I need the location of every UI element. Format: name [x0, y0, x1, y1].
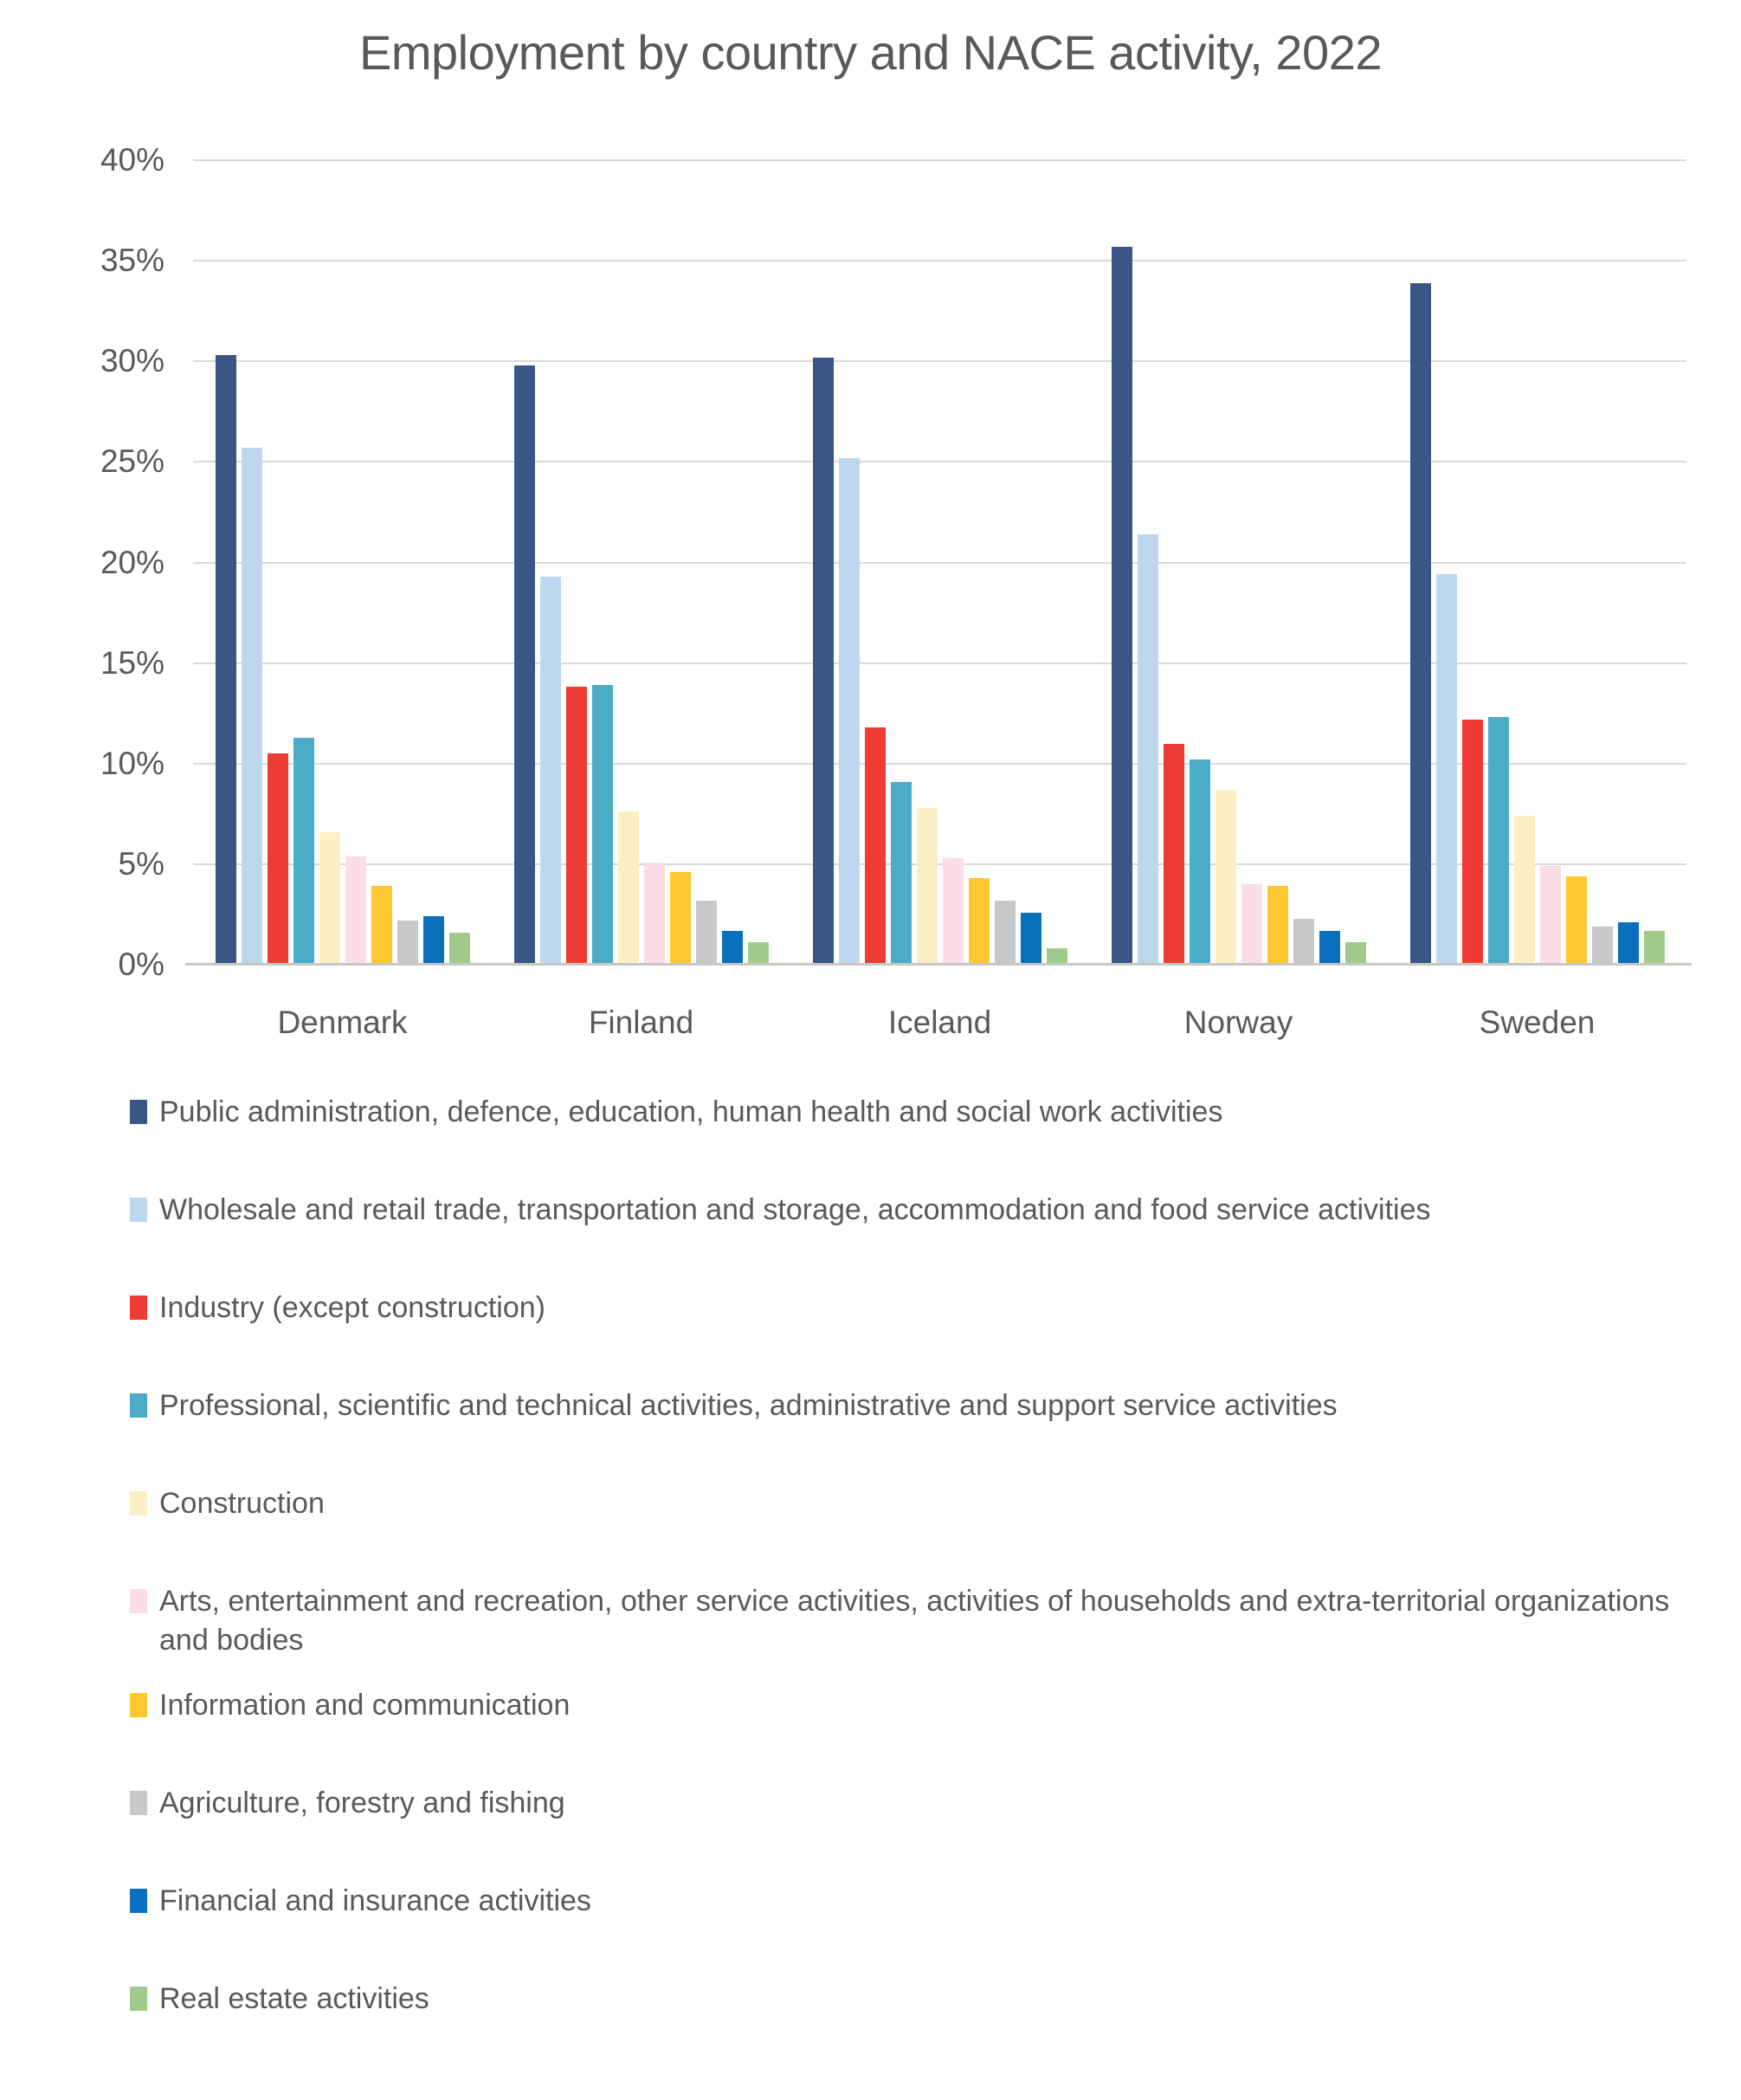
bar [1410, 283, 1431, 965]
legend-item [130, 1980, 1706, 2019]
legend-item [130, 1484, 1706, 1523]
legend-item [130, 1386, 1706, 1425]
bar-group-denmark [193, 355, 492, 965]
bar [1345, 942, 1366, 965]
bar [1319, 931, 1340, 965]
bar [216, 355, 236, 965]
y-axis-label: 35% [100, 242, 164, 279]
bar [1164, 744, 1184, 965]
x-axis-line [185, 963, 1692, 966]
bar [1592, 927, 1613, 965]
legend-label: Wholesale and retail trade, transportation and storage, accommodation and food service activities [159, 1193, 1431, 1226]
legend-label: Public administration, defence, education, human health and social work activities [159, 1095, 1223, 1128]
bar [1293, 919, 1314, 965]
y-axis-label: 0% [118, 947, 164, 982]
gridline [193, 159, 1686, 161]
legend-swatch [130, 1693, 147, 1717]
legend-item [130, 1784, 1706, 1823]
legend-swatch [130, 1791, 147, 1815]
bar [371, 886, 392, 965]
legend-item [130, 1191, 1706, 1230]
legend-label: Professional, scientific and technical activities, administrative and support service activities [159, 1389, 1338, 1422]
bar [1462, 720, 1483, 965]
bar [566, 687, 587, 965]
gridline [193, 260, 1686, 262]
y-axis-label: 25% [100, 443, 164, 480]
y-axis-label: 20% [100, 544, 164, 580]
bar-group-norway [1089, 247, 1388, 965]
legend-label: Arts, entertainment and recreation, other service activities, activities of households and extra-territorial organizations and bodies [159, 1585, 1670, 1657]
bar [696, 901, 717, 965]
y-axis-label: 15% [100, 644, 164, 681]
bar [618, 811, 639, 965]
legend-item [130, 1686, 1706, 1725]
x-axis-label: Norway [1183, 1005, 1293, 1040]
bar [1488, 717, 1509, 965]
bar [748, 942, 769, 965]
bar [995, 901, 1016, 965]
bar [242, 448, 262, 965]
bar-group-iceland [790, 358, 1089, 965]
bar-group-finland [492, 365, 790, 965]
legend-swatch [130, 1393, 147, 1418]
bar [268, 753, 288, 965]
bar [1644, 931, 1665, 965]
bar [293, 738, 314, 965]
bar [813, 358, 834, 965]
bar [722, 931, 743, 965]
x-axis-label: Finland [588, 1005, 694, 1040]
legend-swatch [130, 1198, 147, 1222]
legend [130, 1093, 1706, 2077]
legend-label: Industry (except construction) [159, 1291, 545, 1324]
legend-swatch [130, 1987, 147, 2011]
bar [1215, 790, 1236, 965]
bar [1566, 876, 1587, 965]
chart-title: Employment by country and NACE activity, 2022 [358, 25, 1382, 80]
legend-item [130, 1289, 1706, 1328]
bar [1021, 913, 1041, 965]
bar-group-sweden [1388, 283, 1686, 965]
legend-item [130, 1582, 1706, 1660]
bar [423, 916, 444, 965]
bar [1436, 574, 1457, 965]
legend-swatch [130, 1491, 147, 1515]
bar [891, 782, 912, 965]
bar [1190, 759, 1210, 965]
legend-label: Construction [159, 1487, 325, 1520]
bar [969, 878, 990, 965]
legend-label: Information and communication [159, 1689, 571, 1722]
bar [644, 863, 665, 965]
bar [1540, 866, 1561, 965]
legend-label: Real estate activities [159, 1982, 429, 2015]
bar [319, 832, 340, 965]
bar [943, 858, 964, 965]
x-axis-label: Denmark [277, 1005, 408, 1040]
bar [1514, 816, 1535, 965]
bar [1112, 247, 1132, 965]
x-axis-label: Sweden [1479, 1005, 1596, 1040]
y-axis-label: 10% [100, 745, 164, 781]
y-axis-label: 5% [118, 845, 164, 882]
legend-swatch [130, 1889, 147, 1913]
bar [670, 872, 691, 965]
bar [1618, 922, 1639, 965]
legend-label: Agriculture, forestry and fishing [159, 1787, 565, 1819]
bar [540, 577, 561, 965]
bar [397, 921, 418, 965]
bar [592, 685, 613, 965]
bar [1241, 884, 1262, 965]
bar [514, 365, 535, 965]
legend-swatch [130, 1589, 147, 1613]
legend-item [130, 1093, 1706, 1132]
legend-item [130, 1882, 1706, 1921]
legend-swatch [130, 1296, 147, 1320]
y-axis-label: 30% [100, 343, 164, 379]
x-axis-label: Iceland [887, 1005, 992, 1040]
bar [449, 933, 470, 965]
bar [1267, 886, 1288, 965]
bar [917, 808, 938, 965]
legend-swatch [130, 1100, 147, 1124]
bar [865, 727, 886, 965]
bar [1138, 534, 1158, 965]
bar [345, 856, 366, 965]
legend-label: Financial and insurance activities [159, 1884, 591, 1917]
y-axis-label: 40% [100, 142, 164, 178]
bar [839, 458, 860, 965]
